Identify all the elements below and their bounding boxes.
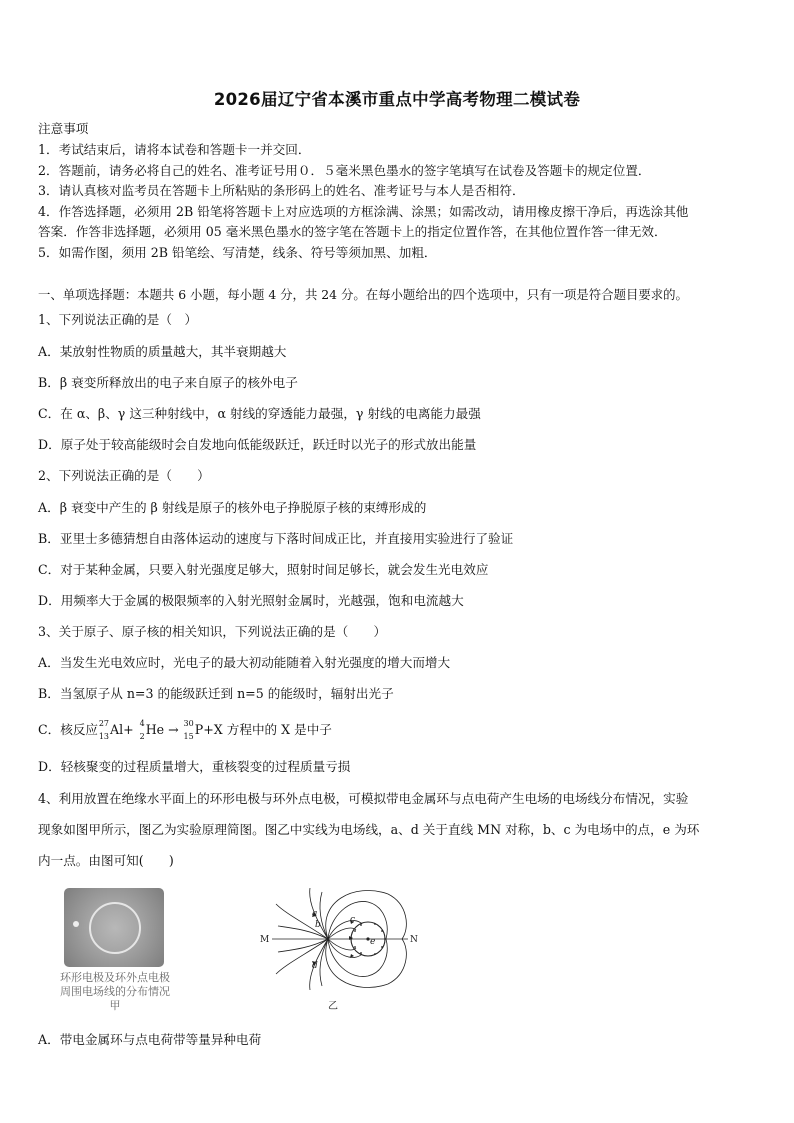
nuclide-he: 4 2 <box>139 718 145 741</box>
option-c-label: C．核反应 <box>38 722 99 737</box>
label-m: M <box>260 935 270 945</box>
option-d: D．轻核聚变的过程质量增大，重核裂变的过程质量亏损 <box>38 759 351 774</box>
notice-item: 5．如需作图，须用 2B 铅笔绘、写清楚，线条、符号等须加黑、加粗． <box>38 245 437 260</box>
field-line-diagram <box>258 884 428 1014</box>
page-title: 2026届辽宁省本溪市重点中学高考物理二模试卷 <box>213 90 581 109</box>
figure-photo <box>64 888 164 967</box>
label-b: b <box>315 920 321 930</box>
question-stem: 3、关于原子、原子核的相关知识，下列说法正确的是（ ） <box>38 624 387 639</box>
ring-electrode <box>89 902 141 954</box>
option-b: B．β 衰变所释放出的电子来自原子的核外电子 <box>38 375 298 390</box>
label-e: e <box>370 937 376 947</box>
notice-item: 1．考试结束后，请将本试卷和答题卡一并交回． <box>38 142 311 157</box>
nuclide-al: 27 13 <box>98 718 110 741</box>
option-a: A．某放射性物质的质量越大，其半衰期越大 <box>38 344 287 359</box>
notice-item: 答案．作答非选择题，必须用 05 毫米黑色墨水的签字笔在答题卡上的指定位置作答，在其他位置作答一律无效． <box>38 224 667 239</box>
question-stem: 4、利用放置在绝缘水平面上的环形电极与环外点电极，可模拟带电金属环与点电荷产生电场的电场线分布情况，实验 <box>38 791 689 806</box>
option-b: B．当氢原子从 n=3 的能级跃迁到 n=5 的能级时，辐射出光子 <box>38 686 394 701</box>
element-p: P+X <box>194 722 223 737</box>
reaction-tail: 方程中的 X 是中子 <box>226 722 332 737</box>
notice-item: 4．作答选择题，必须用 2B 铅笔将答题卡上对应选项的方框涂满、涂黑；如需改动，请用橡皮擦干净后，再选涂其他 <box>38 204 689 219</box>
option-c: C．在 α、β、γ 这三种射线中，α 射线的穿透能力最强，γ 射线的电离能力最强 <box>38 406 481 421</box>
reaction-arrow: → <box>168 722 179 737</box>
nuclide-p: 30 15 <box>183 718 194 741</box>
option-b: B．亚里士多德猜想自由落体运动的速度与下落时间成正比，并直接用实验进行了验证 <box>38 531 514 546</box>
notice-heading: 注意事项 <box>38 121 89 136</box>
option-c: C．核反应 27 13 Al+ 4 2 He → 30 15 P+X 方程中的 X 是中子 <box>38 718 332 741</box>
option-c: C．对于某种金属，只要入射光强度足够大，照射时间足够长，就会发生光电效应 <box>38 562 489 577</box>
option-d: D．用频率大于金属的极限频率的入射光照射金属时，光越强，饱和电流越大 <box>38 593 464 608</box>
label-n: N <box>410 935 418 945</box>
label-d: d <box>312 961 318 971</box>
question-stem: 内一点。由图可知( ) <box>38 853 174 868</box>
option-d: D．原子处于较高能级时会自发地向低能级跃迁，跃迁时以光子的形式放出能量 <box>38 437 477 452</box>
element-al: Al <box>110 722 124 737</box>
option-a: A．带电金属环与点电荷带等量异种电荷 <box>38 1032 262 1047</box>
section-header: 一、单项选择题：本题共 6 小题，每小题 4 分，共 24 分。在每小题给出的四个选项中，只有一项是符合题目要求的。 <box>38 287 688 302</box>
option-a: A．β 衰变中产生的 β 射线是原子的核外电子挣脱原子核的束缚形成的 <box>38 500 427 515</box>
question-stem: 现象如图甲所示，图乙为实验原理简图。图乙中实线为电场线，a、d 关于直线 MN 对称，b、c 为电场中的点，e 为环 <box>38 822 700 837</box>
element-he: He <box>145 722 165 737</box>
figure-photo-caption: 环形电极及环外点电极 周围电场线的分布情况 甲 <box>60 971 170 1012</box>
option-a: A．当发生光电效应时，光电子的最大初动能随着入射光强度的增大而增大 <box>38 655 451 670</box>
label-a: a <box>312 909 318 919</box>
question-stem: 1、下列说法正确的是（ ） <box>38 312 198 327</box>
label-c: c <box>350 915 356 925</box>
notice-item: 2．答题前，请务必将自己的姓名、准考证号用０．５毫米黑色墨水的签字笔填写在试卷及答题卡的规定位置． <box>38 163 651 178</box>
question-stem: 2、下列说法正确的是（ ） <box>38 468 210 483</box>
notice-item: 3．请认真核对监考员在答题卡上所粘贴的条形码上的姓名、准考证号与本人是否相符． <box>38 183 525 198</box>
figure-b-caption: 乙 <box>328 1001 338 1012</box>
point-electrode <box>73 921 79 927</box>
